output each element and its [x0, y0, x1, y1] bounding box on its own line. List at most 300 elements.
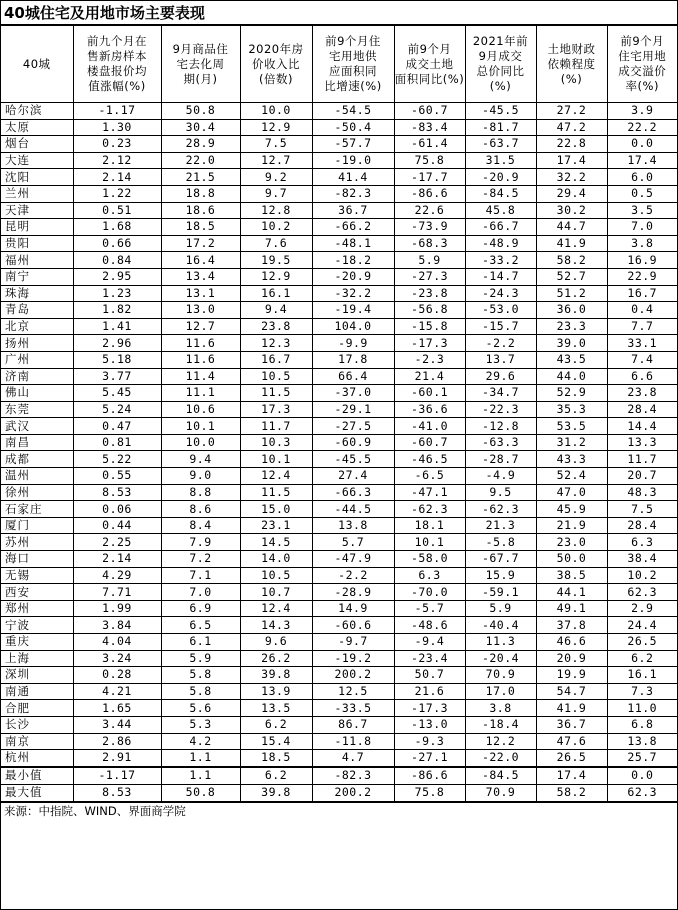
- column-header-line: 9月成交: [478, 49, 523, 63]
- value-cell: 3.5: [607, 202, 677, 219]
- value-cell: 6.1: [161, 634, 240, 651]
- value-cell: 0.47: [73, 418, 161, 435]
- value-cell: 0.81: [73, 434, 161, 451]
- value-cell: 0.23: [73, 136, 161, 153]
- column-header: [1, 26, 73, 103]
- table-row: [1, 252, 677, 269]
- value-cell: 22.9: [607, 268, 677, 285]
- value-cell: 44.1: [536, 584, 607, 601]
- value-cell: 10.0: [161, 434, 240, 451]
- table-row: [1, 716, 677, 733]
- value-cell: 9.0: [161, 468, 240, 485]
- value-cell: -17.7: [394, 169, 465, 186]
- value-cell: 58.2: [536, 784, 607, 801]
- value-cell: 9.6: [240, 634, 312, 651]
- value-cell: 12.8: [240, 202, 312, 219]
- column-header-line: 2020年房: [248, 41, 304, 56]
- value-cell: -17.3: [394, 700, 465, 717]
- value-cell: 52.9: [536, 385, 607, 402]
- table-row: [1, 667, 677, 684]
- city-name-cell: 上海: [1, 650, 73, 667]
- value-cell: -60.7: [394, 103, 465, 120]
- value-cell: 58.2: [536, 252, 607, 269]
- value-cell: 53.5: [536, 418, 607, 435]
- value-cell: 5.7: [312, 534, 394, 551]
- value-cell: 1.99: [73, 600, 161, 617]
- value-cell: 21.3: [465, 517, 536, 534]
- value-cell: 7.1: [161, 567, 240, 584]
- city-name-cell: 郑州: [1, 600, 73, 617]
- value-cell: 3.24: [73, 650, 161, 667]
- value-cell: -29.1: [312, 401, 394, 418]
- value-cell: 4.04: [73, 634, 161, 651]
- value-cell: 16.4: [161, 252, 240, 269]
- value-cell: 2.86: [73, 733, 161, 750]
- value-cell: -60.1: [394, 385, 465, 402]
- column-header-line: 楼盘报价均: [87, 64, 147, 78]
- value-cell: 33.1: [607, 335, 677, 352]
- value-cell: -63.7: [465, 136, 536, 153]
- value-cell: -82.3: [312, 767, 394, 785]
- table-row: [1, 169, 677, 186]
- value-cell: 70.9: [465, 667, 536, 684]
- value-cell: -11.8: [312, 733, 394, 750]
- summary-row: [1, 784, 677, 801]
- city-name-cell: 徐州: [1, 484, 73, 501]
- value-cell: 39.8: [240, 784, 312, 801]
- table-row: [1, 152, 677, 169]
- value-cell: -9.7: [312, 634, 394, 651]
- column-header: [607, 26, 677, 103]
- value-cell: 10.5: [240, 368, 312, 385]
- city-name-cell: 厦门: [1, 517, 73, 534]
- value-cell: 1.22: [73, 185, 161, 202]
- column-header: [161, 26, 240, 103]
- value-cell: -27.5: [312, 418, 394, 435]
- value-cell: 1.23: [73, 285, 161, 302]
- value-cell: 27.4: [312, 468, 394, 485]
- value-cell: 6.2: [240, 767, 312, 785]
- value-cell: -13.0: [394, 716, 465, 733]
- value-cell: -15.7: [465, 318, 536, 335]
- table-row: [1, 600, 677, 617]
- value-cell: 18.1: [394, 517, 465, 534]
- value-cell: 22.2: [607, 119, 677, 136]
- column-header-line: (%): [489, 79, 512, 93]
- city-name-cell: 宁波: [1, 617, 73, 634]
- value-cell: 50.0: [536, 551, 607, 568]
- city-name-cell: 北京: [1, 318, 73, 335]
- value-cell: -46.5: [394, 451, 465, 468]
- value-cell: 1.68: [73, 219, 161, 236]
- table-row: [1, 517, 677, 534]
- column-header-line: 价收入比: [252, 56, 300, 71]
- value-cell: 43.3: [536, 451, 607, 468]
- value-cell: 9.4: [240, 302, 312, 319]
- value-cell: -41.0: [394, 418, 465, 435]
- city-name-cell: 武汉: [1, 418, 73, 435]
- table-row: [1, 302, 677, 319]
- value-cell: 0.66: [73, 235, 161, 252]
- value-cell: -86.6: [394, 185, 465, 202]
- value-cell: -50.4: [312, 119, 394, 136]
- table-row: [1, 451, 677, 468]
- value-cell: 6.2: [607, 650, 677, 667]
- value-cell: -60.7: [394, 434, 465, 451]
- column-header-line: 9月商品住: [172, 41, 229, 56]
- table-row: [1, 351, 677, 368]
- value-cell: -15.8: [394, 318, 465, 335]
- value-cell: 52.7: [536, 268, 607, 285]
- value-cell: 5.8: [161, 683, 240, 700]
- city-name-cell: 南昌: [1, 434, 73, 451]
- value-cell: -20.9: [465, 169, 536, 186]
- value-cell: 6.0: [607, 169, 677, 186]
- value-cell: 10.7: [240, 584, 312, 601]
- value-cell: 28.4: [607, 517, 677, 534]
- city-name-cell: 沈阳: [1, 169, 73, 186]
- value-cell: 7.7: [607, 318, 677, 335]
- column-header-line: 成交土地: [405, 56, 454, 71]
- header-row: [1, 26, 677, 103]
- value-cell: 21.5: [161, 169, 240, 186]
- column-header-line: 应面积同: [329, 64, 377, 78]
- value-cell: 43.5: [536, 351, 607, 368]
- value-cell: 50.8: [161, 103, 240, 120]
- column-header: [536, 26, 607, 103]
- value-cell: -48.1: [312, 235, 394, 252]
- value-cell: 27.2: [536, 103, 607, 120]
- value-cell: 62.3: [607, 584, 677, 601]
- value-cell: 18.8: [161, 185, 240, 202]
- value-cell: 5.3: [161, 716, 240, 733]
- table-row: [1, 268, 677, 285]
- value-cell: 23.8: [607, 385, 677, 402]
- column-header-line: 期(月): [183, 71, 218, 86]
- value-cell: 3.8: [607, 235, 677, 252]
- value-cell: 4.29: [73, 567, 161, 584]
- value-cell: 7.0: [161, 584, 240, 601]
- value-cell: -28.7: [465, 451, 536, 468]
- value-cell: 13.8: [607, 733, 677, 750]
- value-cell: 50.7: [394, 667, 465, 684]
- value-cell: 38.5: [536, 567, 607, 584]
- value-cell: 30.2: [536, 202, 607, 219]
- column-header: [312, 26, 394, 103]
- value-cell: -66.7: [465, 219, 536, 236]
- value-cell: 1.1: [161, 767, 240, 785]
- column-header-line: 土地财政: [547, 41, 596, 56]
- value-cell: -20.4: [465, 650, 536, 667]
- city-name-cell: 重庆: [1, 634, 73, 651]
- value-cell: 15.9: [465, 567, 536, 584]
- city-name-cell: 苏州: [1, 534, 73, 551]
- value-cell: 19.9: [536, 667, 607, 684]
- value-cell: 7.5: [240, 136, 312, 153]
- value-cell: -53.0: [465, 302, 536, 319]
- value-cell: 10.1: [240, 451, 312, 468]
- value-cell: -18.4: [465, 716, 536, 733]
- value-cell: 46.6: [536, 634, 607, 651]
- value-cell: 8.6: [161, 501, 240, 518]
- value-cell: 17.4: [536, 152, 607, 169]
- value-cell: 5.22: [73, 451, 161, 468]
- value-cell: 7.3: [607, 683, 677, 700]
- value-cell: 14.5: [240, 534, 312, 551]
- value-cell: 16.1: [240, 285, 312, 302]
- value-cell: 13.9: [240, 683, 312, 700]
- value-cell: 22.6: [394, 202, 465, 219]
- value-cell: 2.95: [73, 268, 161, 285]
- city-name-cell: 合肥: [1, 700, 73, 717]
- city-name-cell: 南宁: [1, 268, 73, 285]
- column-header-line: 售新房样本: [87, 49, 147, 63]
- value-cell: -81.7: [465, 119, 536, 136]
- value-cell: 4.7: [312, 750, 394, 767]
- table-row: [1, 119, 677, 136]
- city-name-cell: 大连: [1, 152, 73, 169]
- value-cell: -48.6: [394, 617, 465, 634]
- value-cell: -57.7: [312, 136, 394, 153]
- value-cell: -58.0: [394, 551, 465, 568]
- value-cell: 11.5: [240, 385, 312, 402]
- value-cell: 7.5: [607, 501, 677, 518]
- value-cell: -84.5: [465, 185, 536, 202]
- value-cell: 12.5: [312, 683, 394, 700]
- city-name-cell: 无锡: [1, 567, 73, 584]
- column-header-line: 宅用地供: [329, 49, 377, 63]
- value-cell: 2.91: [73, 750, 161, 767]
- value-cell: 28.9: [161, 136, 240, 153]
- value-cell: 16.1: [607, 667, 677, 684]
- value-cell: 41.4: [312, 169, 394, 186]
- table-row: [1, 202, 677, 219]
- value-cell: -5.8: [465, 534, 536, 551]
- table-row: [1, 385, 677, 402]
- city-name-cell: 兰州: [1, 185, 73, 202]
- city-name-cell: 最小值: [1, 767, 73, 785]
- value-cell: 44.0: [536, 368, 607, 385]
- city-name-cell: 昆明: [1, 219, 73, 236]
- value-cell: 32.2: [536, 169, 607, 186]
- value-cell: -19.2: [312, 650, 394, 667]
- city-name-cell: 天津: [1, 202, 73, 219]
- value-cell: 39.8: [240, 667, 312, 684]
- column-header-line: 住宅用地: [618, 49, 667, 63]
- value-cell: 29.6: [465, 368, 536, 385]
- value-cell: 31.5: [465, 152, 536, 169]
- city-name-cell: 海口: [1, 551, 73, 568]
- city-name-cell: 贵阳: [1, 235, 73, 252]
- column-header-line: 2021年前: [472, 34, 529, 48]
- value-cell: 16.9: [607, 252, 677, 269]
- table-row: [1, 318, 677, 335]
- value-cell: -33.2: [465, 252, 536, 269]
- value-cell: 16.7: [607, 285, 677, 302]
- city-name-cell: 南通: [1, 683, 73, 700]
- value-cell: 8.8: [161, 484, 240, 501]
- table-title: 40城住宅及用地市场主要表现: [1, 1, 677, 25]
- value-cell: 1.65: [73, 700, 161, 717]
- value-cell: 18.5: [161, 219, 240, 236]
- table-header: [1, 26, 677, 103]
- column-header-line: (倍数): [259, 71, 293, 86]
- city-name-cell: 烟台: [1, 136, 73, 153]
- value-cell: -24.3: [465, 285, 536, 302]
- value-cell: 23.0: [536, 534, 607, 551]
- value-cell: -67.7: [465, 551, 536, 568]
- value-cell: 47.0: [536, 484, 607, 501]
- value-cell: 45.8: [465, 202, 536, 219]
- city-name-cell: 南京: [1, 733, 73, 750]
- value-cell: -56.8: [394, 302, 465, 319]
- value-cell: 11.3: [465, 634, 536, 651]
- value-cell: 8.4: [161, 517, 240, 534]
- value-cell: -12.8: [465, 418, 536, 435]
- value-cell: -28.9: [312, 584, 394, 601]
- value-cell: 75.8: [394, 152, 465, 169]
- value-cell: 5.9: [394, 252, 465, 269]
- value-cell: 12.9: [240, 268, 312, 285]
- value-cell: 4.21: [73, 683, 161, 700]
- value-cell: 2.12: [73, 152, 161, 169]
- value-cell: 6.6: [607, 368, 677, 385]
- value-cell: 12.3: [240, 335, 312, 352]
- data-table: [1, 25, 677, 802]
- table-row: [1, 584, 677, 601]
- value-cell: 9.5: [465, 484, 536, 501]
- value-cell: 10.6: [161, 401, 240, 418]
- column-header-line: 宅去化周: [176, 56, 225, 71]
- value-cell: 23.8: [240, 318, 312, 335]
- value-cell: 2.25: [73, 534, 161, 551]
- value-cell: 11.7: [607, 451, 677, 468]
- table-summary: [1, 767, 677, 802]
- value-cell: 6.3: [607, 534, 677, 551]
- value-cell: 0.0: [607, 767, 677, 785]
- value-cell: 7.4: [607, 351, 677, 368]
- value-cell: 9.7: [240, 185, 312, 202]
- value-cell: -44.5: [312, 501, 394, 518]
- value-cell: 5.24: [73, 401, 161, 418]
- value-cell: 44.7: [536, 219, 607, 236]
- value-cell: 11.1: [161, 385, 240, 402]
- value-cell: -27.3: [394, 268, 465, 285]
- value-cell: -9.3: [394, 733, 465, 750]
- table-row: [1, 434, 677, 451]
- city-name-cell: 青岛: [1, 302, 73, 319]
- value-cell: 13.5: [240, 700, 312, 717]
- value-cell: -4.9: [465, 468, 536, 485]
- value-cell: -40.4: [465, 617, 536, 634]
- table-row: [1, 634, 677, 651]
- table-row: [1, 103, 677, 120]
- column-header-line: 面积同比(%): [394, 71, 465, 86]
- value-cell: 2.14: [73, 551, 161, 568]
- value-cell: 52.4: [536, 468, 607, 485]
- value-cell: -82.3: [312, 185, 394, 202]
- city-name-cell: 东莞: [1, 401, 73, 418]
- value-cell: 5.9: [465, 600, 536, 617]
- value-cell: 5.9: [161, 650, 240, 667]
- value-cell: 1.1: [161, 750, 240, 767]
- table-row: [1, 219, 677, 236]
- value-cell: 28.4: [607, 401, 677, 418]
- value-cell: 3.77: [73, 368, 161, 385]
- value-cell: -68.3: [394, 235, 465, 252]
- value-cell: 20.7: [607, 468, 677, 485]
- column-header-line: 前九个月在: [87, 34, 147, 48]
- value-cell: 8.53: [73, 784, 161, 801]
- table-row: [1, 185, 677, 202]
- value-cell: 104.0: [312, 318, 394, 335]
- value-cell: 12.7: [240, 152, 312, 169]
- value-cell: -73.9: [394, 219, 465, 236]
- city-name-cell: 温州: [1, 468, 73, 485]
- column-header-line: 前9个月: [407, 41, 452, 56]
- value-cell: 6.9: [161, 600, 240, 617]
- city-name-cell: 成都: [1, 451, 73, 468]
- table-row: [1, 700, 677, 717]
- value-cell: 20.9: [536, 650, 607, 667]
- table-row: [1, 484, 677, 501]
- column-header: [465, 26, 536, 103]
- value-cell: 6.8: [607, 716, 677, 733]
- value-cell: 0.84: [73, 252, 161, 269]
- value-cell: -66.3: [312, 484, 394, 501]
- value-cell: -62.3: [465, 501, 536, 518]
- value-cell: 1.30: [73, 119, 161, 136]
- value-cell: 0.5: [607, 185, 677, 202]
- value-cell: -60.9: [312, 434, 394, 451]
- value-cell: 31.2: [536, 434, 607, 451]
- value-cell: 29.4: [536, 185, 607, 202]
- table-row: [1, 335, 677, 352]
- value-cell: 14.3: [240, 617, 312, 634]
- table-row: [1, 285, 677, 302]
- value-cell: 2.14: [73, 169, 161, 186]
- value-cell: -37.0: [312, 385, 394, 402]
- value-cell: 2.96: [73, 335, 161, 352]
- value-cell: 7.0: [607, 219, 677, 236]
- value-cell: 70.9: [465, 784, 536, 801]
- value-cell: -33.5: [312, 700, 394, 717]
- table-row: [1, 136, 677, 153]
- value-cell: 6.5: [161, 617, 240, 634]
- column-header-line: 率(%): [625, 79, 659, 93]
- city-name-cell: 杭州: [1, 750, 73, 767]
- value-cell: -47.9: [312, 551, 394, 568]
- value-cell: 0.44: [73, 517, 161, 534]
- value-cell: -22.3: [465, 401, 536, 418]
- value-cell: 14.4: [607, 418, 677, 435]
- city-name-cell: 佛山: [1, 385, 73, 402]
- column-header: [394, 26, 465, 103]
- value-cell: 12.9: [240, 119, 312, 136]
- column-header-line: 前9个月: [620, 34, 665, 48]
- table-row: [1, 567, 677, 584]
- value-cell: 17.0: [465, 683, 536, 700]
- value-cell: 17.2: [161, 235, 240, 252]
- value-cell: -2.3: [394, 351, 465, 368]
- value-cell: 0.51: [73, 202, 161, 219]
- value-cell: 17.4: [607, 152, 677, 169]
- source-note: 来源：中指院、WIND、界面商学院: [1, 802, 677, 820]
- value-cell: 49.1: [536, 600, 607, 617]
- city-name-cell: 长沙: [1, 716, 73, 733]
- value-cell: 0.06: [73, 501, 161, 518]
- value-cell: 0.4: [607, 302, 677, 319]
